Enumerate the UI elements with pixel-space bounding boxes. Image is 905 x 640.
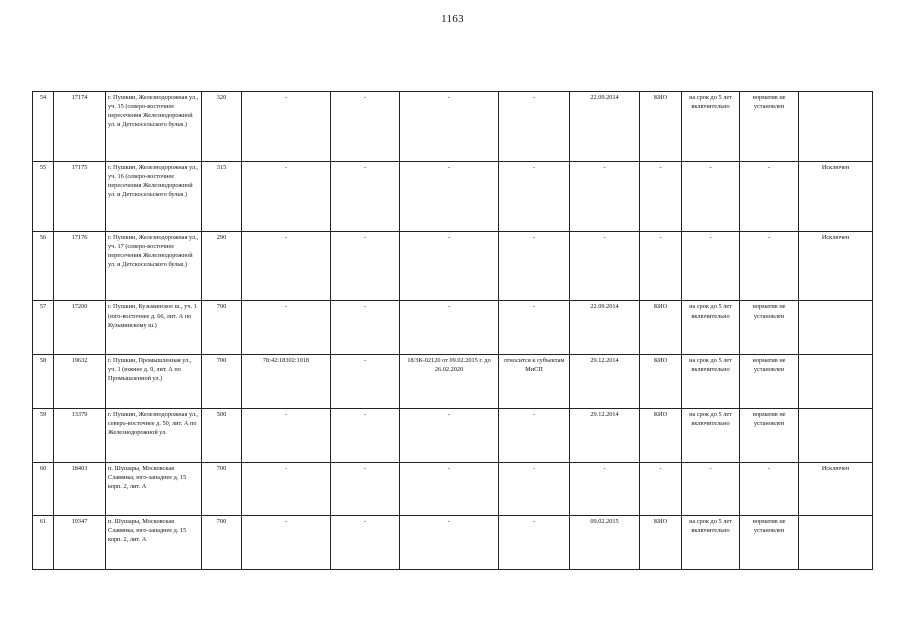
- area-cell: 700: [202, 301, 242, 355]
- sme-status-cell: -: [499, 516, 570, 570]
- date-cell: 09.02.2015: [570, 516, 640, 570]
- table-row: [33, 516, 873, 570]
- area-cell: 700: [202, 462, 242, 516]
- date-cell: -: [570, 161, 640, 231]
- address-cell: п. Шушары, Московская Славянка, юго-западнее д. 15 корп. 2, лит. А: [106, 462, 202, 516]
- address-cell: п. Шушары, Московская Славянка, юго-западнее д. 15 корп. 2, лит. А: [106, 516, 202, 570]
- contract-cell: -: [400, 301, 499, 355]
- contract-cell: -: [400, 231, 499, 301]
- note-cell: [799, 408, 873, 462]
- row-number-cell: 61: [33, 516, 54, 570]
- sme-status-cell: -: [499, 161, 570, 231]
- authority-cell: КИО: [640, 92, 682, 162]
- authority-cell: -: [640, 462, 682, 516]
- address-cell: г. Пушкин, Железнодорожная ул., уч. 16 (северо-восточнее пересечения Железнодорожной ул. и Детскосельского бульв.): [106, 161, 202, 231]
- term-cell: на срок до 5 лет включительно: [682, 408, 740, 462]
- address-cell: г. Пушкин, Промышленная ул., уч. 1 (южнее д. 9, лит. А по Промышленной ул.): [106, 355, 202, 409]
- authority-cell: КИО: [640, 355, 682, 409]
- column-6-cell: -: [331, 161, 400, 231]
- object-code-cell: 19632: [54, 355, 106, 409]
- date-cell: -: [570, 462, 640, 516]
- cadastral-number-cell: -: [242, 516, 331, 570]
- date-cell: 22.09.2014: [570, 301, 640, 355]
- object-code-cell: 13379: [54, 408, 106, 462]
- table-row: [33, 355, 873, 409]
- contract-cell: -: [400, 92, 499, 162]
- term-cell: на срок до 5 лет включительно: [682, 92, 740, 162]
- cadastral-number-cell: -: [242, 231, 331, 301]
- date-cell: 29.12.2014: [570, 355, 640, 409]
- column-6-cell: -: [331, 231, 400, 301]
- date-cell: 29.12.2014: [570, 408, 640, 462]
- area-cell: 320: [202, 92, 242, 162]
- column-6-cell: -: [331, 462, 400, 516]
- contract-cell: 18/ЗК-02120 от 09.02.2015 г. до 26.02.2020: [400, 355, 499, 409]
- address-cell: г. Пушкин, Железнодорожная ул., уч. 17 (северо-восточнее пересечения Железнодорожной ул. и Детскосельского бульв.): [106, 231, 202, 301]
- column-6-cell: -: [331, 355, 400, 409]
- term-cell: -: [682, 231, 740, 301]
- norm-cell: -: [740, 462, 799, 516]
- authority-cell: КИО: [640, 516, 682, 570]
- column-6-cell: -: [331, 301, 400, 355]
- object-code-cell: 17174: [54, 92, 106, 162]
- cadastral-number-cell: 78:42:18302:1018: [242, 355, 331, 409]
- note-cell: [799, 301, 873, 355]
- row-number-cell: 56: [33, 231, 54, 301]
- authority-cell: -: [640, 231, 682, 301]
- term-cell: -: [682, 462, 740, 516]
- contract-cell: -: [400, 462, 499, 516]
- area-cell: 700: [202, 516, 242, 570]
- table-body: [33, 92, 873, 570]
- column-6-cell: -: [331, 408, 400, 462]
- note-cell: [799, 516, 873, 570]
- area-cell: 700: [202, 355, 242, 409]
- sme-status-cell: -: [499, 301, 570, 355]
- norm-cell: -: [740, 231, 799, 301]
- area-cell: 290: [202, 231, 242, 301]
- cadastral-number-cell: -: [242, 161, 331, 231]
- contract-cell: -: [400, 161, 499, 231]
- authority-cell: КИО: [640, 408, 682, 462]
- area-cell: 315: [202, 161, 242, 231]
- page-number: 1163: [441, 13, 464, 25]
- object-code-cell: 17175: [54, 161, 106, 231]
- sme-status-cell: -: [499, 408, 570, 462]
- row-number-cell: 59: [33, 408, 54, 462]
- object-code-cell: 17176: [54, 231, 106, 301]
- table-row: [33, 92, 873, 162]
- note-cell: Исключен: [799, 231, 873, 301]
- cadastral-number-cell: -: [242, 408, 331, 462]
- area-cell: 500: [202, 408, 242, 462]
- sme-status-cell: -: [499, 462, 570, 516]
- norm-cell: норматив не установлен: [740, 92, 799, 162]
- table-row: [33, 231, 873, 301]
- row-number-cell: 54: [33, 92, 54, 162]
- registry-table: [32, 91, 873, 570]
- row-number-cell: 57: [33, 301, 54, 355]
- sme-status-cell: -: [499, 92, 570, 162]
- term-cell: на срок до 5 лет включительно: [682, 355, 740, 409]
- note-cell: Исключен: [799, 161, 873, 231]
- object-code-cell: 19347: [54, 516, 106, 570]
- norm-cell: норматив не установлен: [740, 516, 799, 570]
- object-code-cell: 17200: [54, 301, 106, 355]
- note-cell: [799, 92, 873, 162]
- norm-cell: норматив не установлен: [740, 301, 799, 355]
- column-6-cell: -: [331, 92, 400, 162]
- norm-cell: норматив не установлен: [740, 355, 799, 409]
- term-cell: -: [682, 161, 740, 231]
- term-cell: на срок до 5 лет включительно: [682, 516, 740, 570]
- cadastral-number-cell: -: [242, 462, 331, 516]
- contract-cell: -: [400, 516, 499, 570]
- contract-cell: -: [400, 408, 499, 462]
- column-6-cell: -: [331, 516, 400, 570]
- sme-status-cell: -: [499, 231, 570, 301]
- cadastral-number-cell: -: [242, 92, 331, 162]
- sme-status-cell: относится к субъектам МиСП: [499, 355, 570, 409]
- address-cell: г. Пушкин, Железнодорожная ул., северо-восточнее д. 50, лит. А по Железнодорожной ул.: [106, 408, 202, 462]
- cadastral-number-cell: -: [242, 301, 331, 355]
- date-cell: 22.09.2014: [570, 92, 640, 162]
- term-cell: на срок до 5 лет включительно: [682, 301, 740, 355]
- row-number-cell: 60: [33, 462, 54, 516]
- date-cell: -: [570, 231, 640, 301]
- authority-cell: -: [640, 161, 682, 231]
- authority-cell: КИО: [640, 301, 682, 355]
- table-row: [33, 301, 873, 355]
- table-row: [33, 462, 873, 516]
- norm-cell: -: [740, 161, 799, 231]
- norm-cell: норматив не установлен: [740, 408, 799, 462]
- address-cell: г. Пушкин, Железнодорожная ул., уч. 15 (северо-восточнее пересечения Железнодорожной ул. и Детскосельского бульв.): [106, 92, 202, 162]
- note-cell: [799, 355, 873, 409]
- object-code-cell: 18403: [54, 462, 106, 516]
- table-row: [33, 408, 873, 462]
- address-cell: г. Пушкин, Кузьминское ш., уч. 1 (юго-восточнее д. 66, лит. А по Кузьминскому ш.): [106, 301, 202, 355]
- note-cell: Исключен: [799, 462, 873, 516]
- row-number-cell: 58: [33, 355, 54, 409]
- table-row: [33, 161, 873, 231]
- row-number-cell: 55: [33, 161, 54, 231]
